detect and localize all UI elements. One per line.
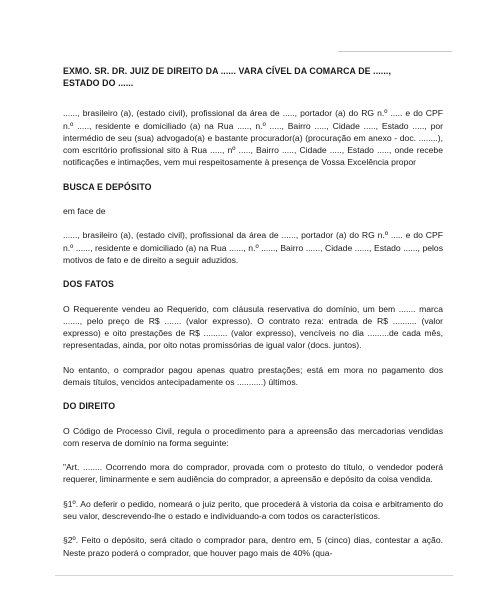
facts-paragraph-2: No entanto, o comprador pagou apenas quatro prestações; está em mora no pagamento dos demais títulos, vencidos antecipadamente os ...........) últimos. xyxy=(63,364,443,387)
defendant-qualification: ......, brasileiro (a), (estado civil), profissional da área de ......, portador (a) do RG n.º ..... e do CPF n.º ......, residente e domiciliado (a) na Rua ......, n.º ......, Bairro ......, Cidade ......, Estado ......, pelos motivos de fato e de direito a seguir aduzidos. xyxy=(63,230,443,265)
court-address-line-1: EXMO. SR. DR. JUIZ DE DIREITO DA ...... VARA CÍVEL DA COMARCA DE ......, xyxy=(63,66,391,76)
law-paragraph-1: O Código de Processo Civil, regula o procedimento para a apreensão das mercadorias vendidas com reserva de domínio na forma seguinte: xyxy=(63,425,443,448)
law-paragraph-section-2: §2º. Feito o depósito, será citado o comprador para, dentro em, 5 (cinco) dias, contestar a ação. Neste prazo poderá o comprador, que houver pago mais de 40% (qua- xyxy=(63,535,443,558)
document-body xyxy=(63,65,443,559)
facts-paragraph-1: O Requerente vendeu ao Requerido, com cláusula reservativa do domínio, um bem ....... marca ......., pelo preço de R$ ....... (valor expresso). O contrato reza: entrada de R$ .......... (valor expresso) e oito prestações de R$ .......... (valor expresso), vencíveis no dia .........de cada mês, representadas, ainda, por oito notas promissórias de igual valor (docs. juntos). xyxy=(63,303,443,351)
court-address-line-2: ESTADO DO ...... xyxy=(63,78,134,89)
header-rule xyxy=(338,51,452,52)
law-article-quote: "Art. ........ Ocorrendo mora do comprador, provada com o protesto do título, o vendedor poderá requerer, liminarmente e sem audiência do comprador, a apreensão e depósito da coisa vendida. xyxy=(63,462,443,485)
footer-rule xyxy=(55,575,453,576)
court-address-heading xyxy=(63,65,443,89)
plaintiff-qualification: ......, brasileiro (a), (estado civil), profissional da área de ....., portador (a) do RG n.º ..... e do CPF n.º ....., residente e domiciliado (a) na Rua ....., n.º ....., Bairro ....., Cidade ....., Estado ....., por intermédio de seu (sua) advogado(a) e bastante procurador(a) (procuração em anexo - doc. ........), com escritório profissional sito à Rua ....., nº ....., Bairro ....., Cidade ....., Estado ....., onde recebe notificações e intimações, vem mui respeitosamente à presença de Vossa Excelência propor xyxy=(63,108,443,168)
law-paragraph-section-1: §1º. Ao deferir o pedido, nomeará o juiz perito, que procederá à vistoria da coisa e arbitramento do seu valor, descrevendo-lhe o estado e individuando-a com todos os característicos. xyxy=(63,498,443,521)
facts-section-title: DOS FATOS xyxy=(63,279,114,290)
law-section-title: DO DIREITO xyxy=(63,401,116,412)
action-title: BUSCA E DEPÓSITO xyxy=(63,181,152,192)
against-label: em face de xyxy=(63,206,106,216)
